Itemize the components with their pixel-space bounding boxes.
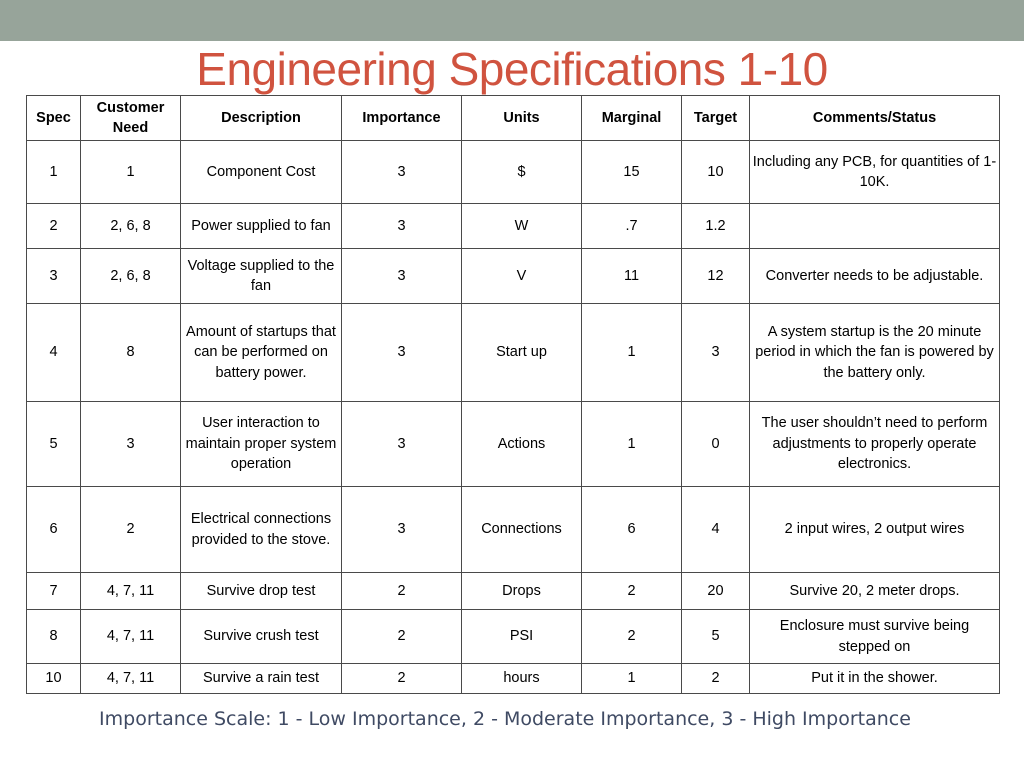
table-cell: Survive crush test — [181, 610, 342, 664]
table-cell: 4, 7, 11 — [81, 573, 181, 610]
table-cell: 3 — [342, 249, 462, 304]
table-cell: Electrical connections provided to the stove. — [181, 487, 342, 573]
table-row — [27, 573, 1000, 610]
header-cell: Marginal — [582, 96, 682, 141]
table-cell: 2 — [342, 573, 462, 610]
table-cell: 15 — [582, 141, 682, 204]
table-cell: Put it in the shower. — [750, 664, 1000, 694]
table-cell: Voltage supplied to the fan — [181, 249, 342, 304]
table-cell: 10 — [682, 141, 750, 204]
table-cell: 3 — [342, 402, 462, 487]
table-cell: 3 — [342, 141, 462, 204]
table-cell: 4 — [27, 304, 81, 402]
table-cell: 3 — [342, 204, 462, 249]
table-cell: 1 — [582, 304, 682, 402]
table-row — [27, 402, 1000, 487]
table-cell: 2 — [342, 664, 462, 694]
table-cell: .7 — [582, 204, 682, 249]
table-cell: Component Cost — [181, 141, 342, 204]
page-title: Engineering Specifications 1-10 — [196, 43, 828, 95]
table-cell: Including any PCB, for quantities of 1-10K. — [750, 141, 1000, 204]
table-cell: 1 — [582, 664, 682, 694]
header-cell: Importance — [342, 96, 462, 141]
table-cell: PSI — [462, 610, 582, 664]
table-row — [27, 204, 1000, 249]
header-row — [27, 96, 1000, 141]
table-row — [27, 610, 1000, 664]
table-cell: Survive a rain test — [181, 664, 342, 694]
table-cell: 1 — [27, 141, 81, 204]
header-cell: Description — [181, 96, 342, 141]
table-cell: 2, 6, 8 — [81, 249, 181, 304]
table-cell: 1 — [81, 141, 181, 204]
header-cell: Comments/Status — [750, 96, 1000, 141]
importance-scale-note: Importance Scale: 1 - Low Importance, 2 - Moderate Importance, 3 - High Importance — [99, 708, 911, 730]
spec-table — [26, 95, 1000, 694]
table-cell: 3 — [81, 402, 181, 487]
table-cell: A system startup is the 20 minute period in which the fan is powered by the battery only. — [750, 304, 1000, 402]
table-row — [27, 141, 1000, 204]
table-cell: 6 — [27, 487, 81, 573]
table-cell: 5 — [27, 402, 81, 487]
table-cell: 2 — [27, 204, 81, 249]
table-cell: 4, 7, 11 — [81, 610, 181, 664]
table-cell: $ — [462, 141, 582, 204]
table-cell: 12 — [682, 249, 750, 304]
table-cell: 8 — [81, 304, 181, 402]
table-cell: 3 — [342, 304, 462, 402]
table-cell: Drops — [462, 573, 582, 610]
table-cell: User interaction to maintain proper system operation — [181, 402, 342, 487]
table-cell: 11 — [582, 249, 682, 304]
table-row — [27, 304, 1000, 402]
table-cell: 2 — [342, 610, 462, 664]
table-cell: Survive 20, 2 meter drops. — [750, 573, 1000, 610]
table-cell: 10 — [27, 664, 81, 694]
table-cell: 3 — [682, 304, 750, 402]
table-cell: 5 — [682, 610, 750, 664]
table-cell: 4 — [682, 487, 750, 573]
table-cell: The user shouldn’t need to perform adjustments to properly operate electronics. — [750, 402, 1000, 487]
table-cell: 2 — [582, 610, 682, 664]
table-cell: 0 — [682, 402, 750, 487]
table-row — [27, 249, 1000, 304]
table-cell: 4, 7, 11 — [81, 664, 181, 694]
table-cell — [750, 204, 1000, 249]
table-cell: Enclosure must survive being stepped on — [750, 610, 1000, 664]
table-cell: 2 input wires, 2 output wires — [750, 487, 1000, 573]
table-cell: Power supplied to fan — [181, 204, 342, 249]
table-cell: Actions — [462, 402, 582, 487]
table-cell: 7 — [27, 573, 81, 610]
table-row — [27, 664, 1000, 694]
table-cell: V — [462, 249, 582, 304]
table-cell: Start up — [462, 304, 582, 402]
table-cell: 1.2 — [682, 204, 750, 249]
table-cell: 2, 6, 8 — [81, 204, 181, 249]
header-cell: Units — [462, 96, 582, 141]
table-row — [27, 487, 1000, 573]
header-cell: Spec — [27, 96, 81, 141]
table-cell: 20 — [682, 573, 750, 610]
table-cell: W — [462, 204, 582, 249]
table-cell: 3 — [27, 249, 81, 304]
top-bar — [0, 0, 1024, 41]
table-cell: hours — [462, 664, 582, 694]
table-cell: 6 — [582, 487, 682, 573]
table-cell: Converter needs to be adjustable. — [750, 249, 1000, 304]
table-cell: 1 — [582, 402, 682, 487]
table-cell: Survive drop test — [181, 573, 342, 610]
table-cell: Amount of startups that can be performed on battery power. — [181, 304, 342, 402]
table-cell: Connections — [462, 487, 582, 573]
table-cell: 2 — [582, 573, 682, 610]
table-cell: 2 — [81, 487, 181, 573]
header-cell: Customer Need — [81, 96, 181, 141]
table-cell: 2 — [682, 664, 750, 694]
header-cell: Target — [682, 96, 750, 141]
table-cell: 8 — [27, 610, 81, 664]
table-cell: 3 — [342, 487, 462, 573]
